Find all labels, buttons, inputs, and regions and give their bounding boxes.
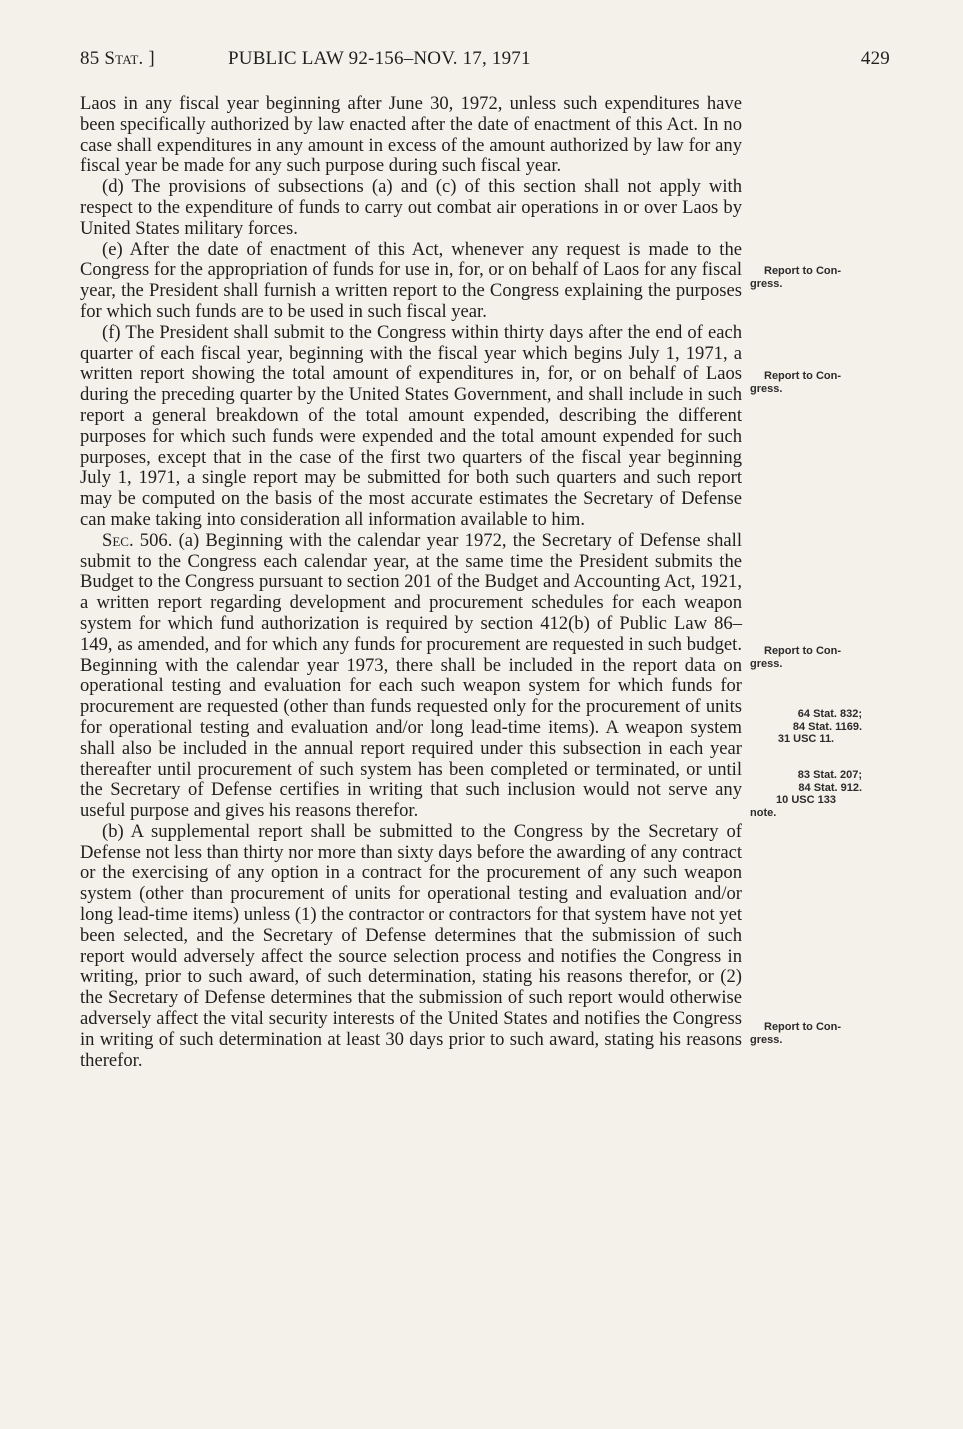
margin-note-line: note.: [750, 806, 777, 819]
margin-note-line: gress.: [750, 657, 783, 670]
page-number: 429: [860, 48, 890, 69]
margin-note-line: Report to Con-: [764, 265, 841, 277]
paragraph-f: (f) The President shall submit to the Congress within thirty days after the end of each quarter of each fiscal year, beginning with the fiscal year which begins July 1, 1971, a written report showing the total amount of expenditures in, for, or on behalf of Laos during the preceding quarter by the United States Government, and shall include in such report a general breakdown of the total amount expended, describing the different purposes for which such funds were expended and the total amount expended for such purposes, except that in the case of the first two quarters of the fiscal year beginning July 1, 1971, a single report may be submitted for both such quarters and such report may be computed on the basis of the most accurate estimates the Secretary of Defense can make taking into consideration all information available to him.: [80, 321, 742, 530]
paragraph-continuation: Laos in any fiscal year beginning after June 30, 1972, unless such expenditures have been specifically authorized by law enacted after the date of enactment of this Act. In no case shall expenditures in any amount in excess of the amount authorized by law for any fiscal year be made for any such purpose during such fiscal year.: [80, 93, 742, 177]
paragraph-d: (d) The provisions of subsections (a) and (c) of this section shall not apply with respect to the expenditure of funds to carry out combat air operations in or over Laos by United States military forces.: [80, 176, 742, 239]
margin-note-line: 83 Stat. 207;: [797, 769, 862, 781]
margin-note-report-3: [750, 645, 870, 670]
margin-note-line: 10 USC 133: [776, 794, 836, 806]
margin-note-report-1: [750, 265, 870, 290]
margin-note-line: Report to Con-: [764, 370, 841, 382]
paragraph-b: (b) A supplemental report shall be submitted to the Congress by the Secretary of Defense not less than thirty nor more than sixty days before the awarding of any contract or the exercising of any option in a contract for the procurement of any such weapon system (other than procurement of units for operational testing and evaluation and/or long lead-time items) unless (1) the contractor or contractors for that system have not yet been selected, and the Secretary of Defense determines that the submission of such report would adversely affect the source selection process and notifies the Congress in writing, prior to such award, of such determination, stating his reasons therefor, or (2) the Secretary of Defense determines that the submission of such report would otherwise adversely affect the vital security interests of the United States and notifies the Congress in writing of such determination at least 30 days prior to such award, stating his reasons therefor.: [80, 820, 742, 1071]
section-506-a: [80, 531, 742, 822]
margin-note-line: gress.: [750, 1033, 783, 1046]
margin-note-report-2: [750, 370, 870, 395]
margin-note-line: gress.: [750, 382, 783, 395]
stat-label: 85 Stat.: [80, 48, 144, 69]
margin-note-line: Report to Con-: [764, 1021, 841, 1033]
stat-bracket: ]: [148, 48, 155, 69]
running-header: [80, 48, 890, 78]
paragraph-e: (e) After the date of enactment of this Act, whenever any request is made to the Congress for the appropriation of funds for use in, for, or on behalf of Laos for any fiscal year, the President shall furnish a written report to the Congress explaining the purposes for which such funds are to be used in such fiscal year.: [80, 238, 742, 322]
body-text: [80, 94, 742, 1071]
section-label: Sec. 506.: [102, 529, 173, 551]
margin-note-line: gress.: [750, 277, 783, 290]
law-title: PUBLIC LAW 92-156–NOV. 17, 1971: [228, 48, 531, 69]
section-506-a-text: (a) Beginning with the calendar year 1972, the Secretary of Defense shall submit to the Congress each calendar year, at the same time the President submits the Budget to the Congress pursuant to section 201 of the Budget and Accounting Act, 1921, a written report regarding development and procurement schedules for each weapon system for which fund authorization is required by section 412(b) of Public Law 86–149, as amended, and for which any funds for procurement are requested in such budget. Beginning with the calendar year 1973, there shall be included in the report data on operational testing and evaluation for each such weapon system for which funds for procurement are requested (other than funds requested only for the procurement of units for operational testing and evaluation and/or long lead-time items). A weapon system shall also be included in the annual report required under this subsection in each year thereafter until procurement of such system has been completed or terminated, or until the Secretary of Defense certifies in writing that such inclusion would not serve any useful purpose and gives his reasons therefor.: [80, 529, 742, 822]
margin-note-citation-1: [750, 708, 862, 746]
margin-note-line: 84 Stat. 912.: [798, 781, 862, 794]
margin-note-line: 31 USC 11.: [777, 733, 835, 745]
margin-note-citation-2: [750, 769, 862, 819]
margin-note-line: 64 Stat. 832;: [797, 708, 862, 720]
margin-note-line: Report to Con-: [764, 645, 841, 657]
stat-reference: [80, 48, 155, 70]
margin-note-report-4: [750, 1021, 870, 1046]
margin-note-line: 84 Stat. 1169.: [792, 720, 862, 733]
